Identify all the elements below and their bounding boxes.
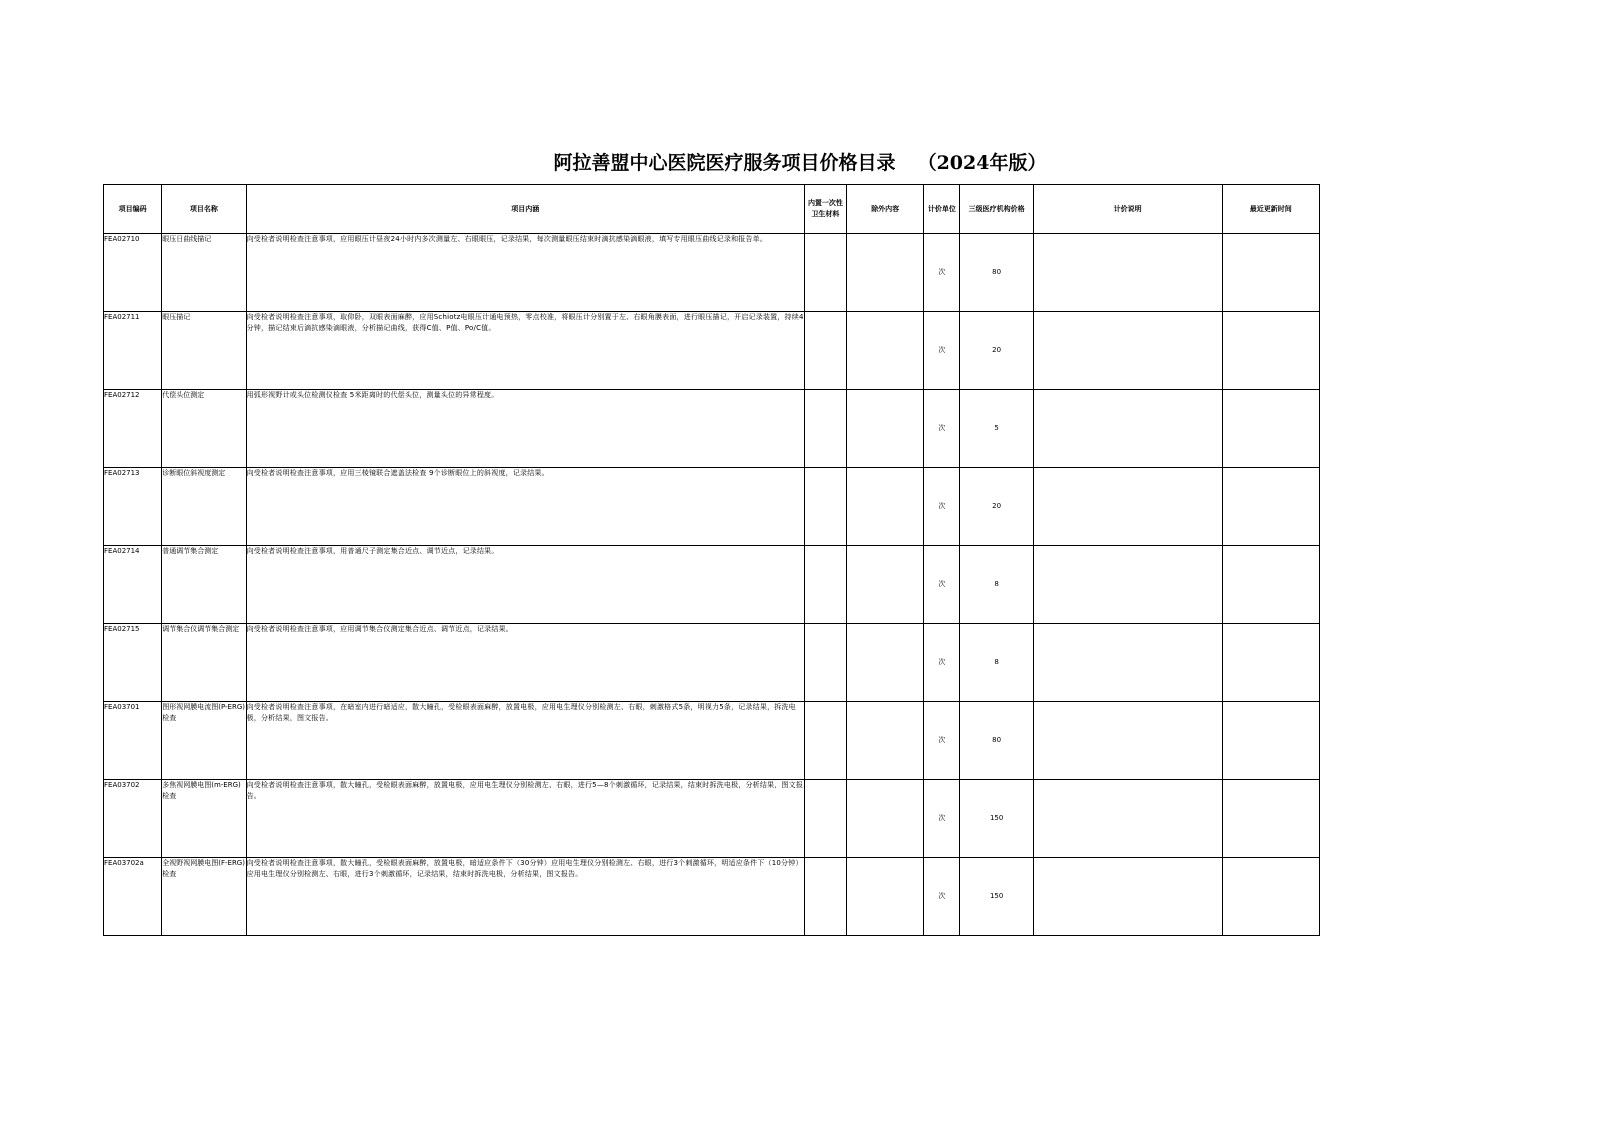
- cell-note: [1033, 702, 1222, 780]
- cell-updated: [1222, 858, 1319, 936]
- cell-updated: [1222, 546, 1319, 624]
- cell-content: 向受检者说明检查注意事项，散大瞳孔，受检眼表面麻醉，放置电极，应用电生理仪分别检测左、右眼，进行5—8个刺激循环，记录结果，结束时拆洗电极，分析结果，图文报告。: [246, 780, 804, 858]
- table-row: [104, 780, 1320, 858]
- cell-price: 150: [960, 780, 1033, 858]
- header-content: 项目内涵: [246, 185, 804, 234]
- title-text: 阿拉善盟中心医院医疗服务项目价格目录: [553, 152, 896, 174]
- header-material: 内置一次性卫生材料: [804, 185, 846, 234]
- cell-content: 向受检者说明检查注意事项，取仰卧，双眼表面麻醉，应用Schiotz电眼压计通电预热，零点校准，将眼压计分别置于左、右眼角膜表面，进行眼压描记，开启记录装置，持续4分钟，描记结束后滴抗感染滴眼液，分析描记曲线，获得C值、P值、Po/C值。: [246, 312, 804, 390]
- cell-excluded: [847, 546, 924, 624]
- cell-price: 80: [960, 234, 1033, 312]
- cell-name: 代偿头位测定: [162, 390, 246, 468]
- cell-price: 150: [960, 858, 1033, 936]
- cell-code: FEA02714: [104, 546, 162, 624]
- cell-price: 5: [960, 390, 1033, 468]
- cell-excluded: [847, 624, 924, 702]
- cell-unit: 次: [924, 390, 960, 468]
- cell-unit: 次: [924, 468, 960, 546]
- cell-name: 全视野视网膜电图(F-ERG)检查: [162, 858, 246, 936]
- cell-code: FEA02715: [104, 624, 162, 702]
- table-row: [104, 546, 1320, 624]
- cell-updated: [1222, 468, 1319, 546]
- cell-excluded: [847, 780, 924, 858]
- table-row: [104, 624, 1320, 702]
- table-row: [104, 390, 1320, 468]
- cell-name: 图形视网膜电流图(P-ERG)检查: [162, 702, 246, 780]
- cell-updated: [1222, 702, 1319, 780]
- cell-name: 普通调节集合测定: [162, 546, 246, 624]
- table-row: [104, 702, 1320, 780]
- cell-code: FEA03701: [104, 702, 162, 780]
- table-header-row: [104, 185, 1320, 234]
- cell-content: 向受检者说明检查注意事项，散大瞳孔，受检眼表面麻醉，放置电极，暗适应条件下（30分钟）应用电生理仪分别检测左、右眼，进行3个刺激循环，明适应条件下（10分钟）应用电生理仪分别检测左、右眼，进行3个刺激循环，记录结果，结束时拆洗电极，分析结果，图文报告。: [246, 858, 804, 936]
- cell-unit: 次: [924, 234, 960, 312]
- cell-name: 调节集合仪调节集合测定: [162, 624, 246, 702]
- header-name: 项目名称: [162, 185, 246, 234]
- cell-excluded: [847, 312, 924, 390]
- cell-material: [804, 468, 846, 546]
- header-code: 项目编码: [104, 185, 162, 234]
- cell-material: [804, 390, 846, 468]
- cell-material: [804, 702, 846, 780]
- cell-excluded: [847, 234, 924, 312]
- title-version: （2024年版）: [917, 152, 1047, 174]
- cell-unit: 次: [924, 780, 960, 858]
- cell-content: 向受检者说明检查注意事项，应用三棱镜联合遮盖法检查 9个诊断眼位上的斜视度，记录结果。: [246, 468, 804, 546]
- cell-code: FEA02712: [104, 390, 162, 468]
- table-row: [104, 468, 1320, 546]
- cell-note: [1033, 390, 1222, 468]
- cell-excluded: [847, 390, 924, 468]
- cell-code: FEA03702: [104, 780, 162, 858]
- cell-note: [1033, 624, 1222, 702]
- cell-note: [1033, 312, 1222, 390]
- cell-excluded: [847, 468, 924, 546]
- cell-note: [1033, 780, 1222, 858]
- cell-name: 多焦视网膜电图(m-ERG)检查: [162, 780, 246, 858]
- cell-excluded: [847, 858, 924, 936]
- cell-material: [804, 312, 846, 390]
- cell-unit: 次: [924, 858, 960, 936]
- cell-code: FEA02710: [104, 234, 162, 312]
- cell-name: 诊断眼位斜视度测定: [162, 468, 246, 546]
- cell-content: 向受检者说明检查注意事项，在暗室内进行暗适应，散大瞳孔，受检眼表面麻醉，放置电极，应用电生理仪分别检测左、右眼，刺激格式5条，明视力5条，记录结果，拆洗电极，分析结果，图文报告。: [246, 702, 804, 780]
- cell-excluded: [847, 702, 924, 780]
- cell-name: 眼压描记: [162, 312, 246, 390]
- header-excluded: 除外内容: [847, 185, 924, 234]
- table-row: [104, 312, 1320, 390]
- cell-updated: [1222, 390, 1319, 468]
- cell-material: [804, 780, 846, 858]
- header-note: 计价说明: [1033, 185, 1222, 234]
- cell-material: [804, 234, 846, 312]
- table-body: [104, 234, 1320, 936]
- cell-material: [804, 624, 846, 702]
- cell-price: 8: [960, 546, 1033, 624]
- cell-updated: [1222, 312, 1319, 390]
- cell-updated: [1222, 624, 1319, 702]
- cell-note: [1033, 234, 1222, 312]
- cell-price: 80: [960, 702, 1033, 780]
- header-unit: 计价单位: [924, 185, 960, 234]
- cell-content: 向受检者说明检查注意事项，应用眼压计昼夜24小时内多次测量左、右眼眼压，记录结果，每次测量眼压结束时滴抗感染滴眼液，填写专用眼压曲线记录和报告单。: [246, 234, 804, 312]
- cell-note: [1033, 858, 1222, 936]
- cell-price: 20: [960, 468, 1033, 546]
- table-row: [104, 234, 1320, 312]
- cell-updated: [1222, 780, 1319, 858]
- cell-unit: 次: [924, 624, 960, 702]
- cell-content: 向受检者说明检查注意事项，应用调节集合仪测定集合近点、调节近点，记录结果。: [246, 624, 804, 702]
- cell-unit: 次: [924, 312, 960, 390]
- cell-name: 眼压日曲线描记: [162, 234, 246, 312]
- cell-material: [804, 546, 846, 624]
- cell-code: FEA02713: [104, 468, 162, 546]
- cell-note: [1033, 468, 1222, 546]
- cell-updated: [1222, 234, 1319, 312]
- cell-note: [1033, 546, 1222, 624]
- cell-material: [804, 858, 846, 936]
- cell-content: 向受检者说明检查注意事项，用普通尺子测定集合近点、调节近点，记录结果。: [246, 546, 804, 624]
- cell-price: 8: [960, 624, 1033, 702]
- cell-unit: 次: [924, 702, 960, 780]
- header-updated: 最近更新时间: [1222, 185, 1319, 234]
- cell-content: 用弧形视野计或头位检测仪检查 5米距离时的代偿头位，测量头位的异常程度。: [246, 390, 804, 468]
- cell-code: FEA02711: [104, 312, 162, 390]
- table-row: [104, 858, 1320, 936]
- price-table: [103, 184, 1320, 936]
- cell-unit: 次: [924, 546, 960, 624]
- header-price: 三级医疗机构价格: [960, 185, 1033, 234]
- page-title: [0, 148, 1600, 175]
- cell-code: FEA03702a: [104, 858, 162, 936]
- cell-price: 20: [960, 312, 1033, 390]
